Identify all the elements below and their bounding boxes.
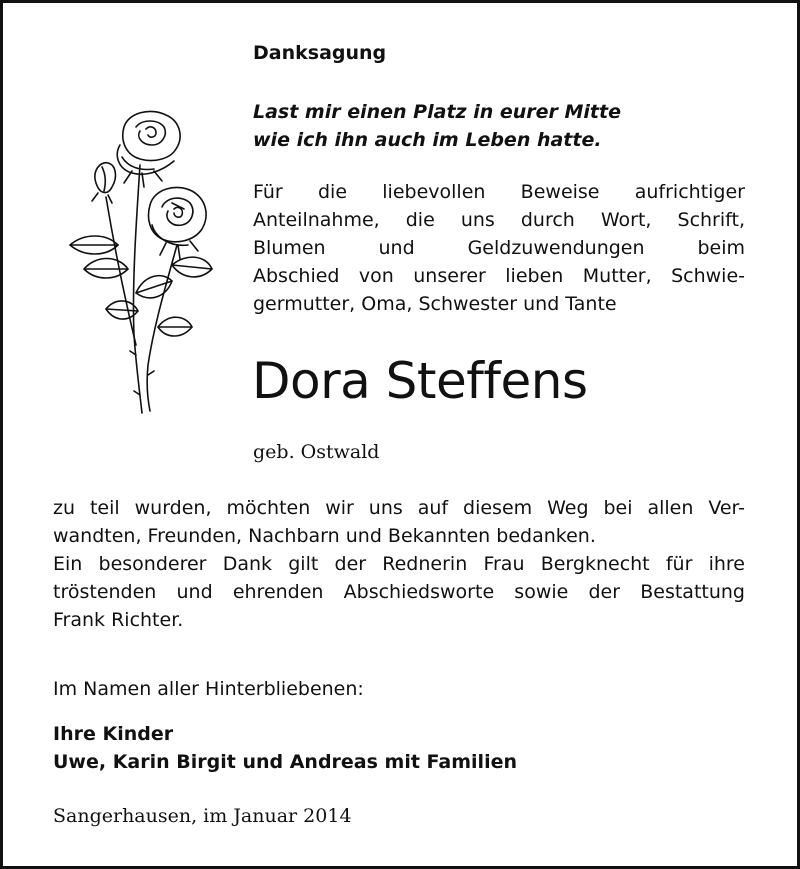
family-line: Uwe, Karin Birgit und Andreas mit Familien — [53, 751, 517, 773]
body-line: zu teil wurden, möchten wir uns auf diesem Weg bei allen Ver- — [53, 497, 745, 519]
body-line: Ein besonderer Dank gilt der Rednerin Frau Bergknecht für ihre — [53, 553, 745, 575]
intro-text — [253, 178, 745, 318]
intro-line: Blumen und Geldzuwendungen beim — [253, 237, 745, 259]
intro-line: germutter, Oma, Schwester und Tante — [253, 293, 617, 315]
birth-name: geb. Ostwald — [253, 441, 380, 463]
intro-line: Abschied von unserer lieben Mutter, Schwie- — [253, 265, 745, 287]
intro-line: Für die liebevollen Beweise aufrichtiger — [253, 181, 745, 203]
body-line: Frank Richter. — [53, 609, 184, 631]
rose-illustration-icon — [62, 105, 222, 417]
family-line: Ihre Kinder — [53, 723, 174, 745]
deceased-name: Dora Steffens — [252, 352, 588, 410]
heading: Danksagung — [253, 42, 387, 64]
motto — [253, 98, 621, 154]
body-line: wandten, Freunden, Nachbarn und Bekannten bedanken. — [53, 525, 596, 547]
intro-line: Anteilnahme, die uns durch Wort, Schrift, — [253, 209, 745, 231]
place-date: Sangerhausen, im Januar 2014 — [53, 805, 352, 827]
on-behalf-text: Im Namen aller Hinterbliebenen: — [53, 678, 364, 700]
body-line: tröstenden und ehrenden Abschiedsworte sowie der Bestattung — [53, 581, 745, 603]
family-signature — [53, 720, 517, 776]
motto-line: Last mir einen Platz in eurer Mitte — [253, 101, 621, 123]
motto-line: wie ich ihn auch im Leben hatte. — [253, 129, 602, 151]
body-text — [53, 494, 745, 634]
